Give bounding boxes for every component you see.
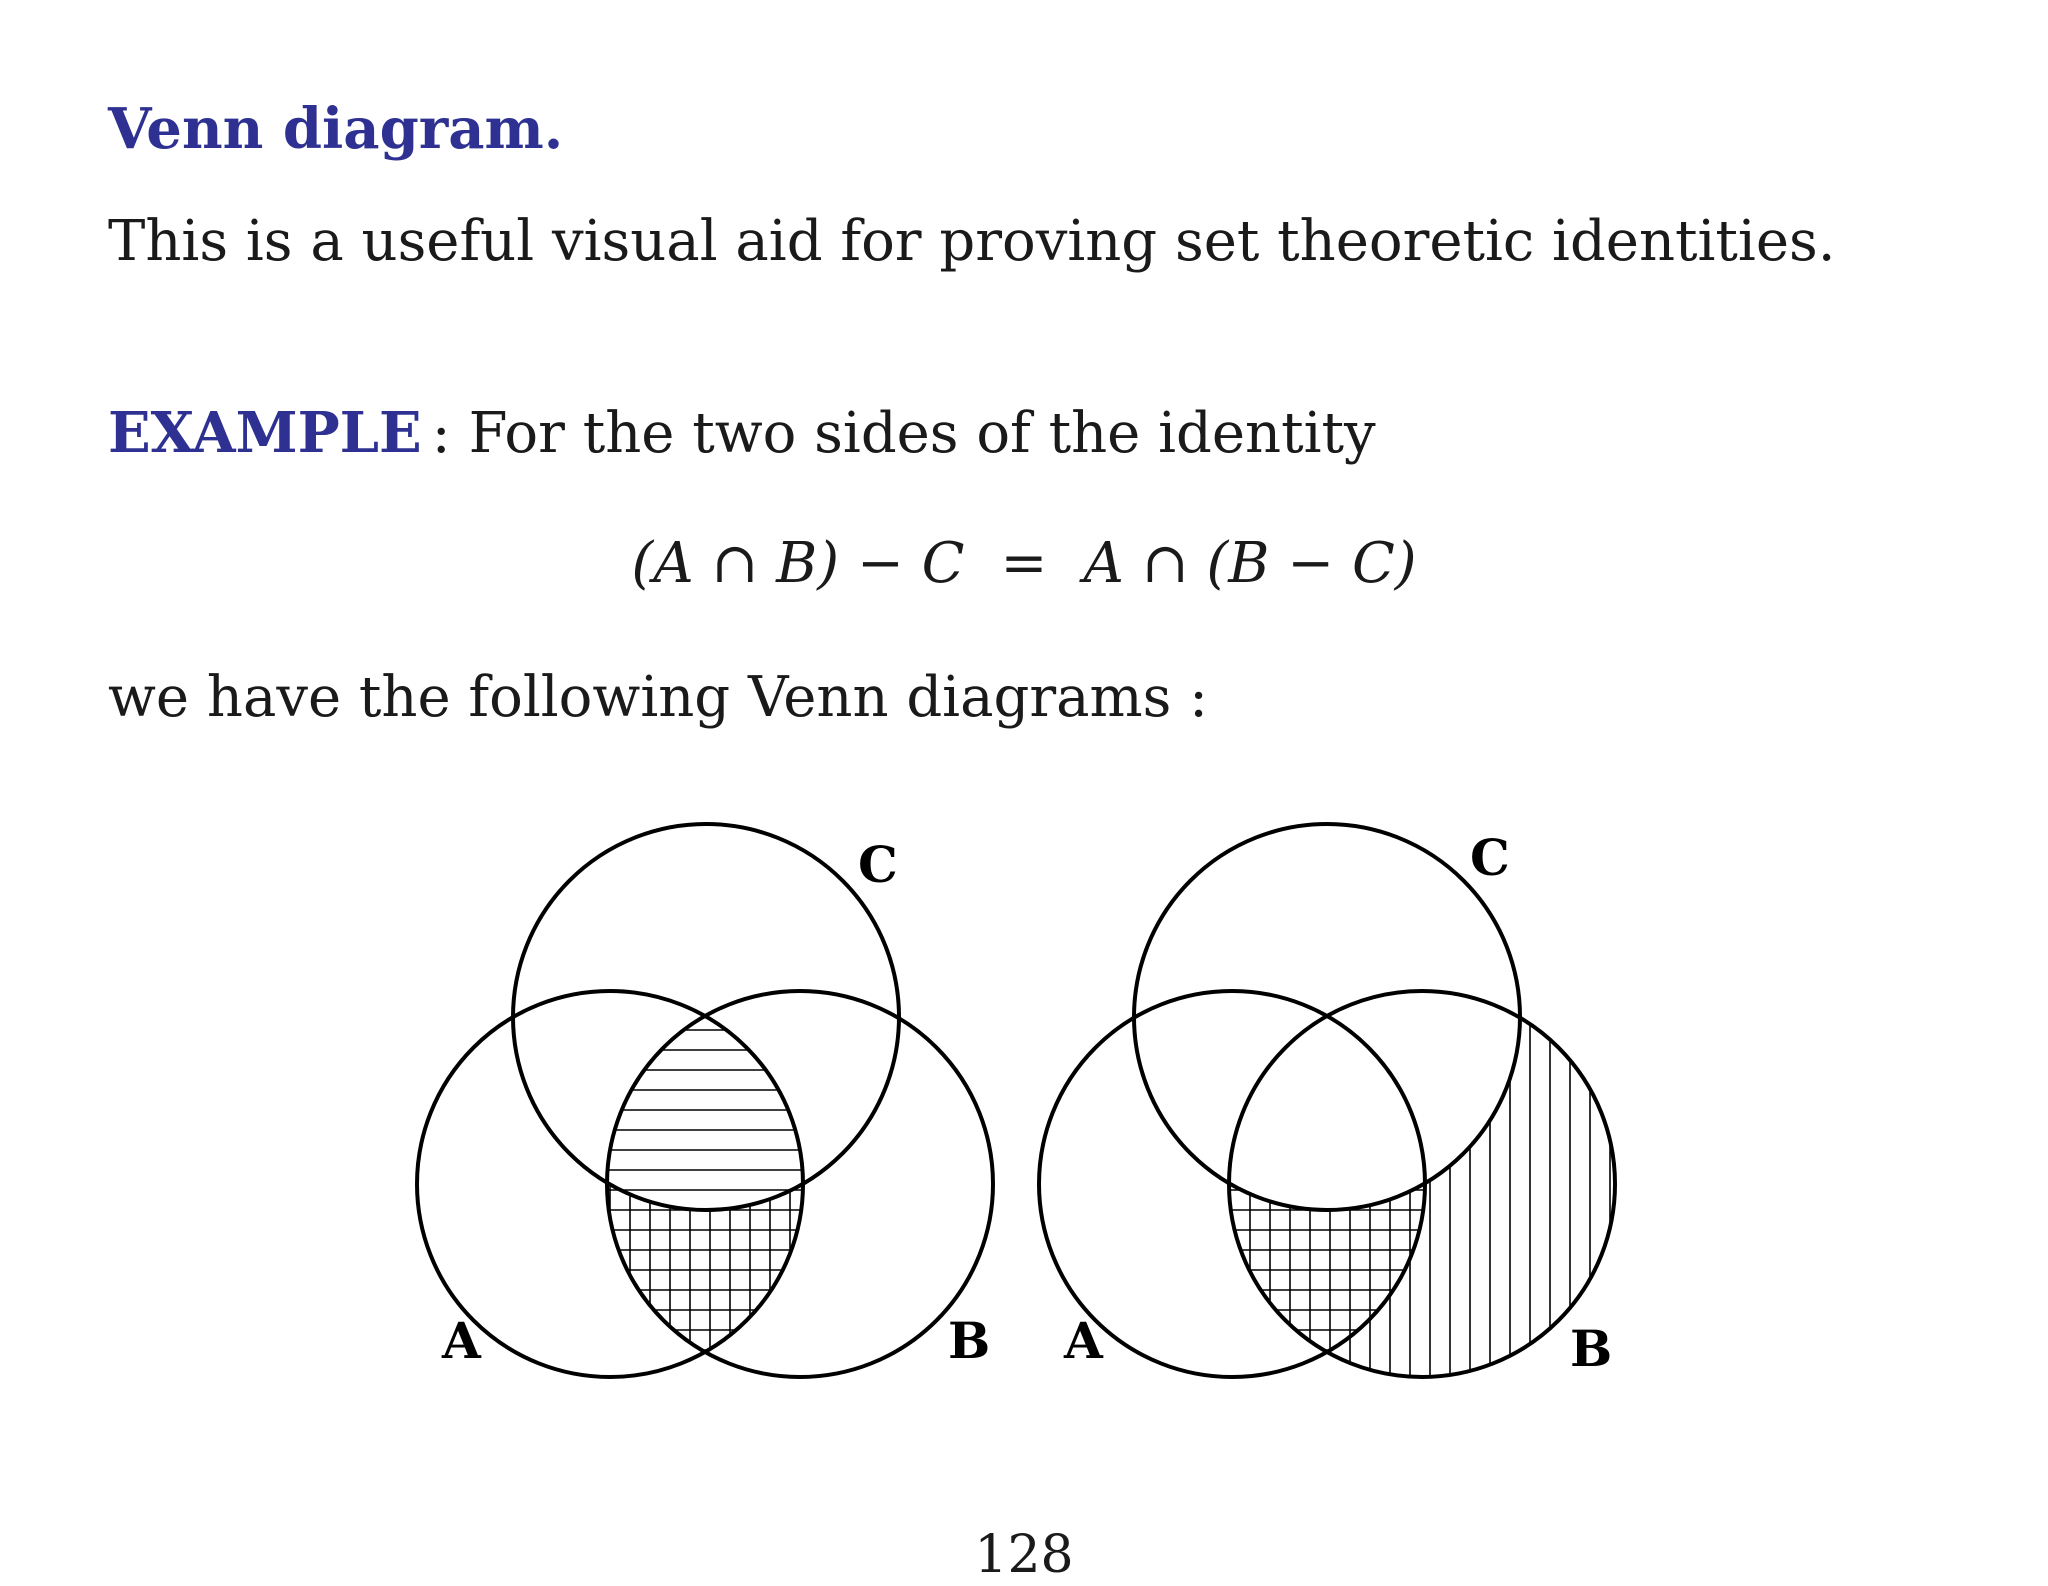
equation-rhs: A ∩ (B − C) bbox=[1083, 531, 1417, 596]
example-text: For the two sides of the identity bbox=[468, 401, 1376, 466]
right-label-b: B bbox=[1570, 1319, 1613, 1378]
left-label-a: A bbox=[442, 1311, 481, 1370]
right-b-minus-c-shading bbox=[1200, 980, 1860, 1400]
equation-lhs: (A ∩ B) − C bbox=[631, 531, 965, 596]
right-venn-diagram bbox=[1020, 824, 1860, 1400]
intro-paragraph: This is a useful visual aid for proving set theoretic identities. bbox=[108, 209, 1836, 274]
example-label: EXAMPLE bbox=[108, 400, 422, 466]
left-label-b: B bbox=[948, 1311, 991, 1370]
page-number: 128 bbox=[974, 1525, 1074, 1585]
example-colon: : bbox=[431, 401, 451, 466]
equation-equals: = bbox=[1000, 531, 1048, 596]
right-label-c: C bbox=[1470, 828, 1510, 887]
section-heading: Venn diagram. bbox=[108, 96, 564, 162]
left-venn-diagram bbox=[400, 824, 1000, 1400]
left-label-c: C bbox=[858, 835, 898, 894]
right-label-a: A bbox=[1064, 1311, 1103, 1370]
conclusion-paragraph: we have the following Venn diagrams : bbox=[108, 665, 1208, 730]
